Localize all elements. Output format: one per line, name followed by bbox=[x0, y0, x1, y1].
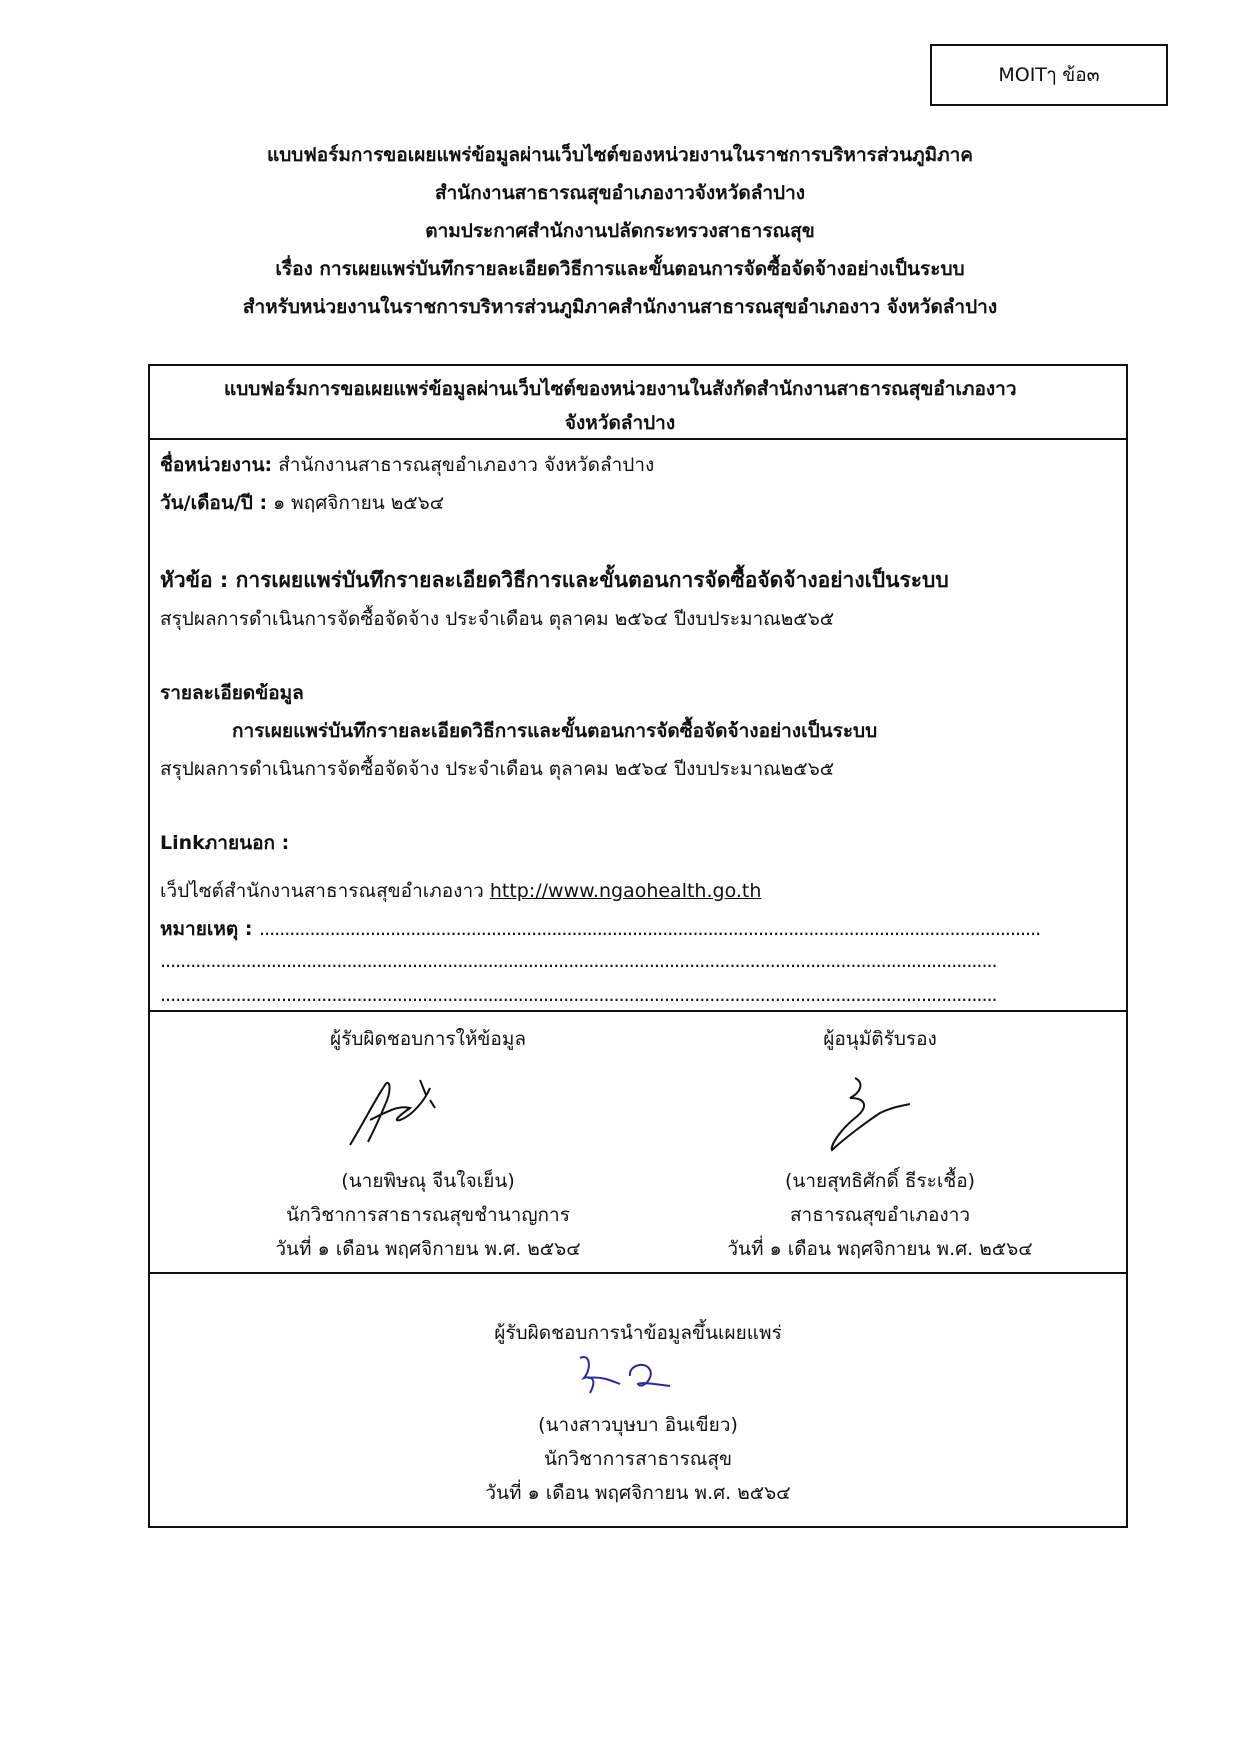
details-label: รายละเอียดข้อมูล bbox=[160, 682, 304, 704]
remark-label: หมายเหตุ : bbox=[160, 918, 260, 940]
publisher-name: (นางสาวบุษบา อินเขียว) bbox=[538, 1414, 738, 1436]
topic-row bbox=[160, 564, 949, 597]
external-link-label: Linkภายนอก : bbox=[160, 832, 290, 854]
document-code-box bbox=[930, 44, 1168, 106]
agency-value: สำนักงานสาธารณสุขอำเภองาว จังหวัดลำปาง bbox=[272, 454, 655, 476]
website-prefix: เว็ปไซต์สำนักงานสาธารณสุขอำเภองาว bbox=[160, 880, 490, 902]
responsible-info bbox=[148, 1164, 708, 1266]
topic-label: หัวข้อ : bbox=[160, 568, 236, 592]
publisher-date: วันที่ ๑ เดือน พฤศจิกายน พ.ศ. ๒๕๖๔ bbox=[485, 1482, 791, 1504]
remark-dots-line-2: ...................................................................................................................................................................... bbox=[160, 950, 997, 972]
agency-label: ชื่อหน่วยงาน: bbox=[160, 454, 273, 476]
publisher-heading: ผู้รับผิดชอบการนำข้อมูลขึ้นเผยแพร่ bbox=[494, 1322, 782, 1344]
approver-heading: ผู้อนุมัติรับรอง bbox=[823, 1028, 937, 1050]
responsible-date: วันที่ ๑ เดือน พฤศจิกายน พ.ศ. ๒๕๖๔ bbox=[275, 1238, 581, 1260]
form-title-line-2: จังหวัดลำปาง bbox=[564, 412, 676, 434]
agency-row bbox=[160, 450, 654, 480]
website-link[interactable]: http://www.ngaohealth.go.th bbox=[489, 880, 762, 902]
remark-row bbox=[160, 914, 1040, 944]
details-summary: สรุปผลการดำเนินการจัดซื้อจัดจ้าง ประจำเดือน ตุลาคม ๒๕๖๔ ปีงบประมาณ๒๕๖๕ bbox=[160, 758, 835, 780]
approver-position: สาธารณสุขอำเภองาว bbox=[789, 1204, 971, 1226]
heading-line-3: ตามประกาศสำนักงานปลัดกระทรวงสาธารณสุข bbox=[425, 220, 815, 242]
remark-dots-line-3: ...................................................................................................................................................................... bbox=[160, 984, 997, 1006]
responsible-name: (นายพิษณุ จีนใจเย็น) bbox=[341, 1170, 515, 1192]
heading-line-2: สำนักงานสาธารณสุขอำเภองาวจังหวัดลำปาง bbox=[434, 182, 806, 204]
topic-summary: สรุปผลการดำเนินการจัดซื้อจัดจ้าง ประจำเดือน ตุลาคม ๒๕๖๔ ปีงบประมาณ๒๕๖๕ bbox=[160, 608, 835, 630]
publisher-signature bbox=[570, 1348, 710, 1408]
approver-date: วันที่ ๑ เดือน พฤศจิกายน พ.ศ. ๒๕๖๔ bbox=[727, 1238, 1033, 1260]
responsible-signature bbox=[330, 1060, 460, 1160]
document-code: MOITๅ ข้อ๓ bbox=[998, 64, 1100, 86]
form-title-line-1: แบบฟอร์มการขอเผยแพร่ข้อมูลผ่านเว็บไซต์ของหน่วยงานในสังกัดสำนักงานสาธารณสุขอำเภองาว bbox=[224, 378, 1017, 400]
details-title: การเผยแพร่บันทึกรายละเอียดวิธีการและขั้นตอนการจัดซื้อจัดจ้างอย่างเป็นระบบ bbox=[232, 720, 878, 742]
heading-line-4: เรื่อง การเผยแพร่บันทึกรายละเอียดวิธีการและขั้นตอนการจัดซื้อจัดจ้างอย่างเป็นระบบ bbox=[275, 258, 965, 280]
approver-name: (นายสุทธิศักดิ์ ธีระเชื้อ) bbox=[784, 1170, 976, 1192]
heading-line-5: สำหรับหน่วยงานในราชการบริหารส่วนภูมิภาคสำนักงานสาธารณสุขอำเภองาว จังหวัดลำปาง bbox=[242, 296, 998, 318]
responsible-heading: ผู้รับผิดชอบการให้ข้อมูล bbox=[330, 1028, 526, 1050]
publisher-divider bbox=[148, 1272, 1128, 1274]
heading-line-1: แบบฟอร์มการขอเผยแพร่ข้อมูลผ่านเว็บไซต์ของหน่วยงานในราชการบริหารส่วนภูมิภาค bbox=[266, 144, 974, 166]
approver-info bbox=[650, 1164, 1110, 1266]
date-row bbox=[160, 488, 444, 518]
signature-divider bbox=[148, 1010, 1128, 1012]
remark-dots: ........................................................................................................................................................... bbox=[259, 918, 1041, 940]
responsible-position: นักวิชาการสาธารณสุขชำนาญการ bbox=[286, 1204, 570, 1226]
title-divider bbox=[148, 438, 1128, 440]
date-value: ๑ พฤศจิกายน ๒๕๖๔ bbox=[267, 492, 445, 514]
website-row bbox=[160, 876, 761, 906]
publisher-position: นักวิชาการสาธารณสุข bbox=[543, 1448, 733, 1470]
date-label: วัน/เดือน/ปี : bbox=[160, 492, 268, 514]
approver-signature bbox=[820, 1068, 920, 1158]
publisher-info bbox=[148, 1408, 1128, 1510]
topic-value: การเผยแพร่บันทึกรายละเอียดวิธีการและขั้นตอนการจัดซื้อจัดจ้างอย่างเป็นระบบ bbox=[235, 568, 949, 592]
